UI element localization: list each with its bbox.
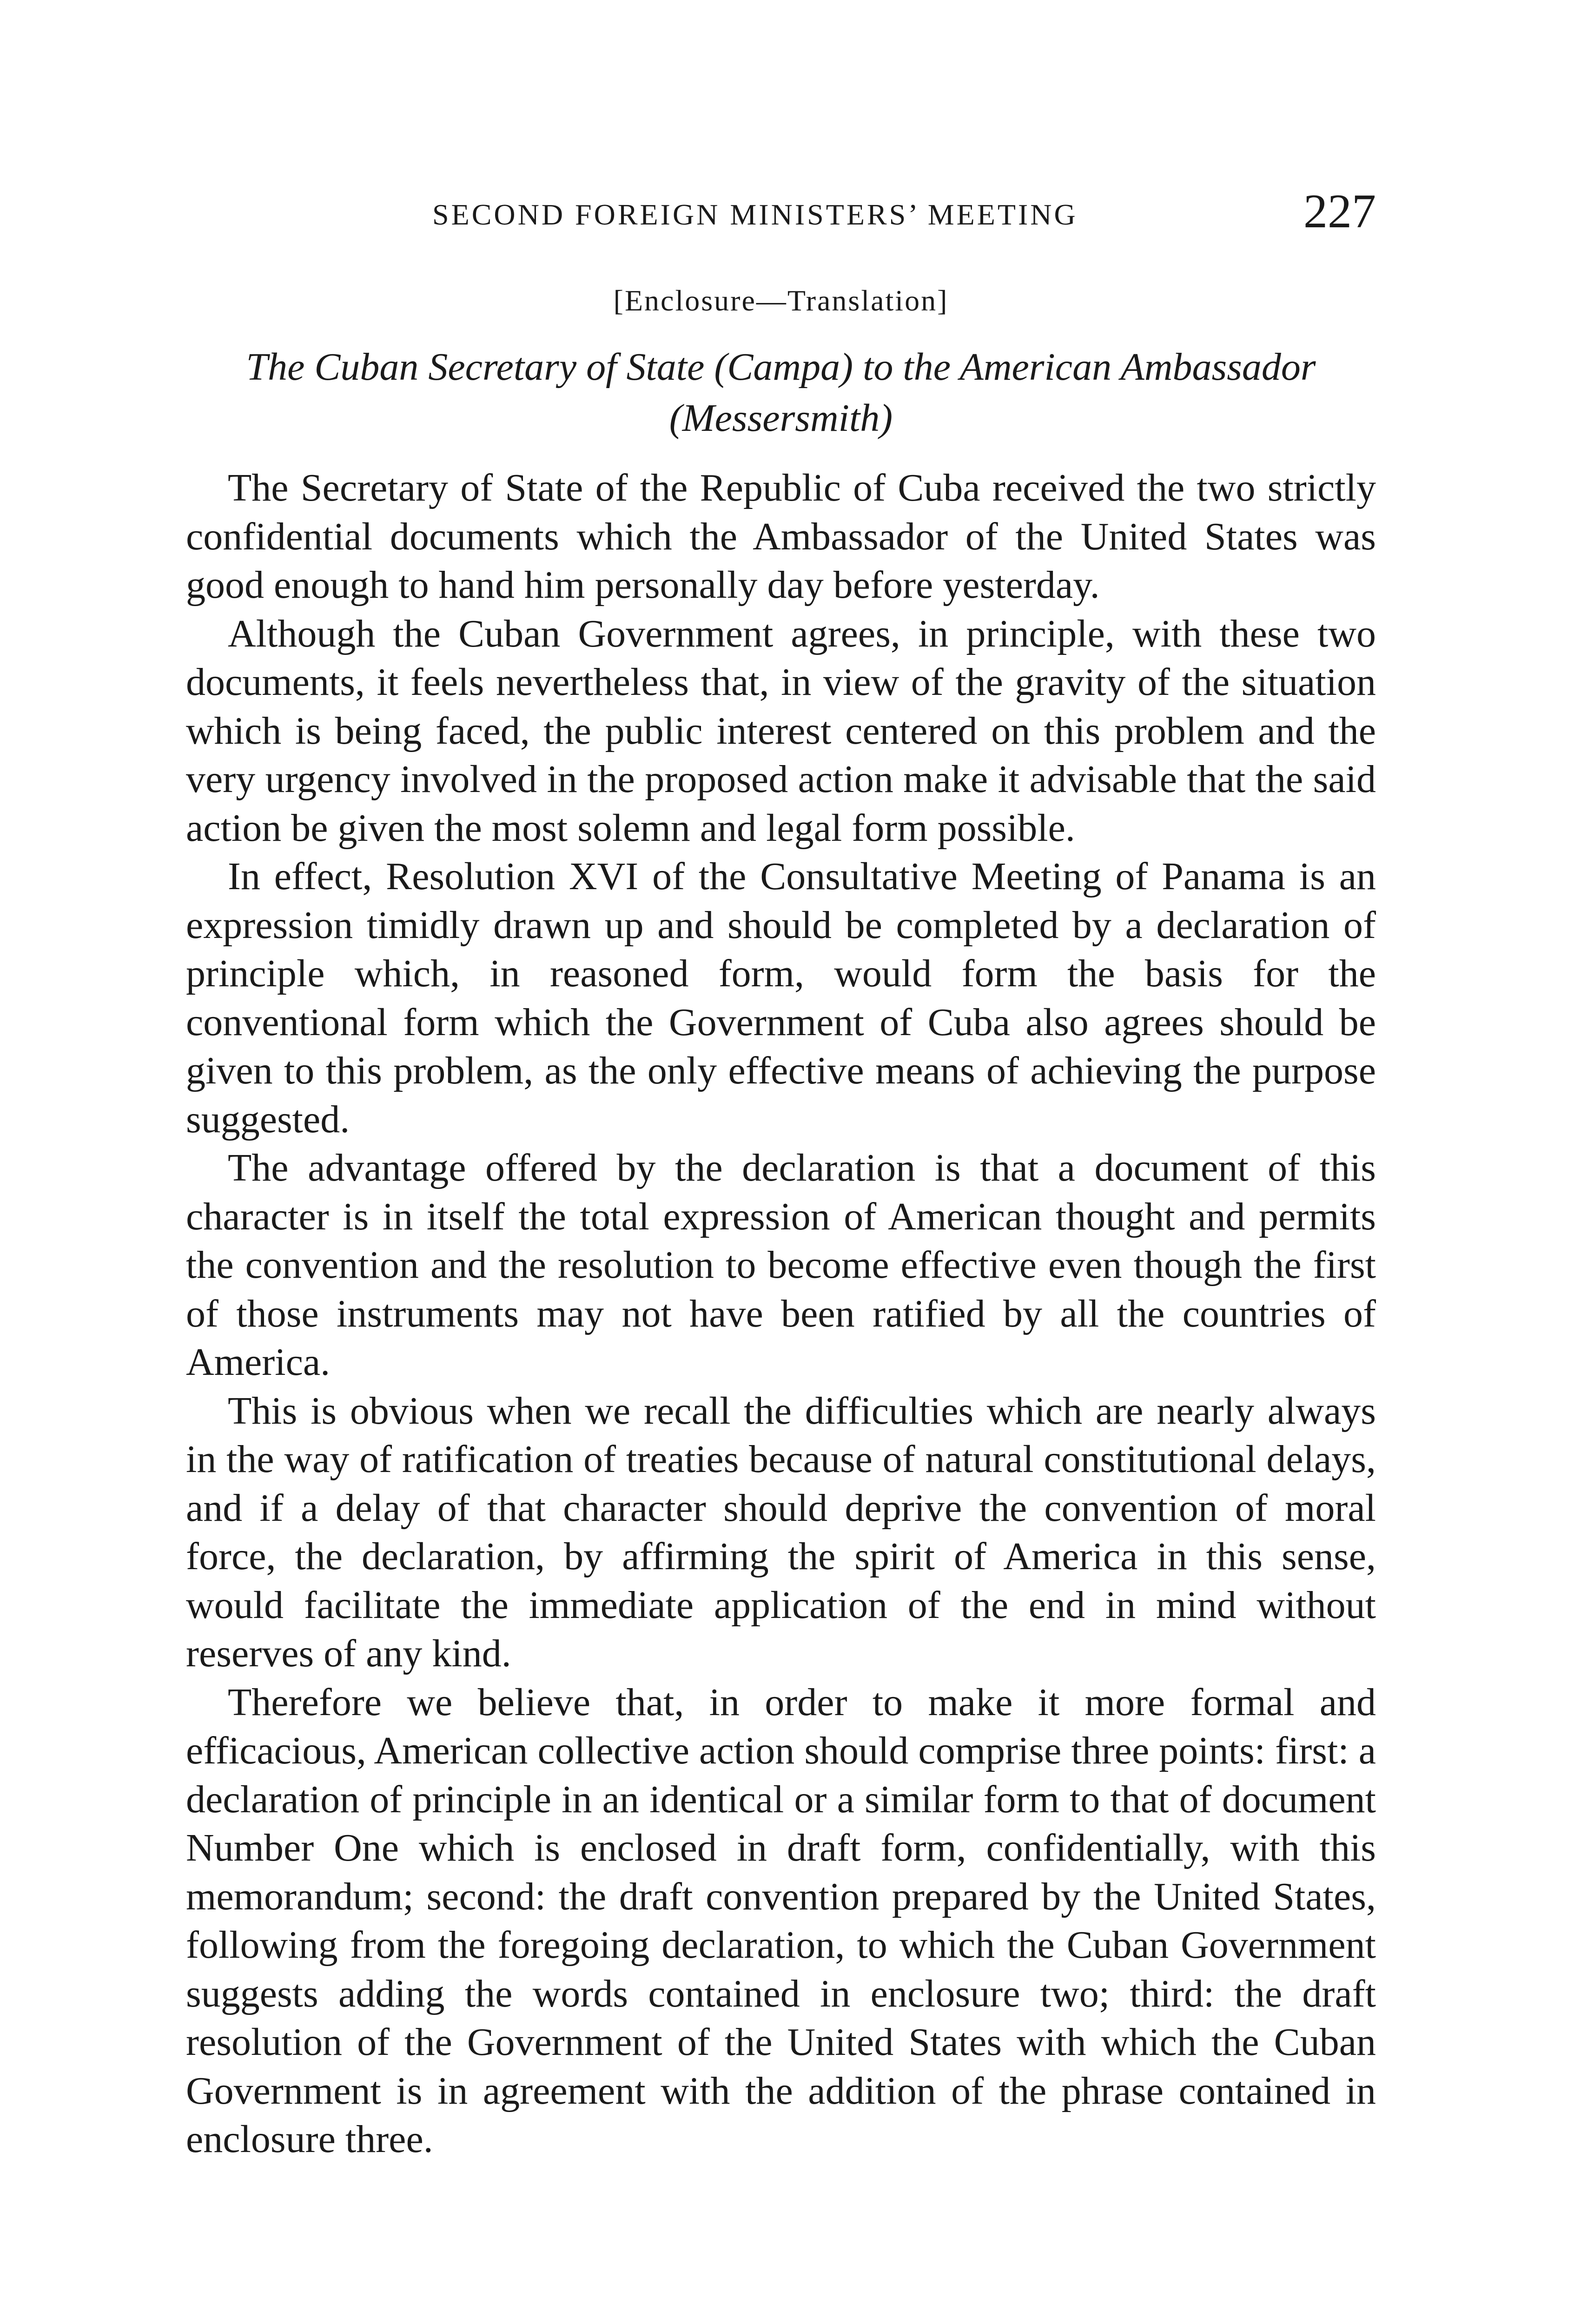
- page-number: 227: [1303, 185, 1376, 238]
- running-title: SECOND FOREIGN MINISTERS’ MEETING: [432, 198, 1078, 231]
- paragraph: Therefore we believe that, in order to make it more formal and efficacious, American collective action should comprise three points: first: a declaration of principle in an identical or a similar form to that of document Number One which is enclosed in draft form, confidentially, with this memorandum; second: the draft convention prepared by the United States, following from the foregoing declaration, to which the Cuban Government suggests adding the words contained in enclosure two; third: the draft resolution of the Government of the United States with which the Cuban Government is in agreement with the addition of the phrase contained in enclosure three.: [186, 1680, 1376, 2161]
- running-head: [186, 184, 1376, 239]
- paragraph: In effect, Resolution XVI of the Consultative Meeting of Panama is an expression timidly drawn up and should be completed by a declaration of principle which, in reasoned form, would form the basis for the conventional form which the Government of Cuba also agrees should be given to this problem, as the only effective means of achieving the purpose suggested.: [186, 855, 1376, 1141]
- enclosure-label: [Enclosure—Translation]: [613, 284, 949, 317]
- letter-heading: [186, 342, 1376, 444]
- heading-line-2: (Messersmith): [669, 396, 893, 440]
- paragraph: This is obvious when we recall the difficulties which are nearly always in the way of ratification of treaties because of natural constitutional delays, and if a delay of that character should deprive the convention of moral force, the declaration, by affirming the spirit of America in this sense, would facilitate the immediate application of the end in mind without reserves of any kind.: [186, 1389, 1376, 1675]
- paragraph: Although the Cuban Government agrees, in principle, with these two documents, it feels nevertheless that, in view of the gravity of the situation which is being faced, the public interest centered on this problem and the very urgency involved in the proposed action make it advisable that the said action be given the most solemn and legal form possible.: [186, 612, 1376, 850]
- paragraph: The advantage offered by the declaration is that a document of this character is in itself the total expression of American thought and permits the convention and the resolution to become effective even though the first of those instruments may not have been ratified by all the countries of America.: [186, 1146, 1376, 1384]
- paragraph: The Secretary of State of the Republic of Cuba received the two strictly confidential documents which the Ambassador of the United States was good enough to hand him personally day before yesterday.: [186, 466, 1376, 607]
- letter-body: [186, 464, 1376, 2164]
- heading-line-1: The Cuban Secretary of State (Campa) to the American Ambassador: [246, 345, 1316, 389]
